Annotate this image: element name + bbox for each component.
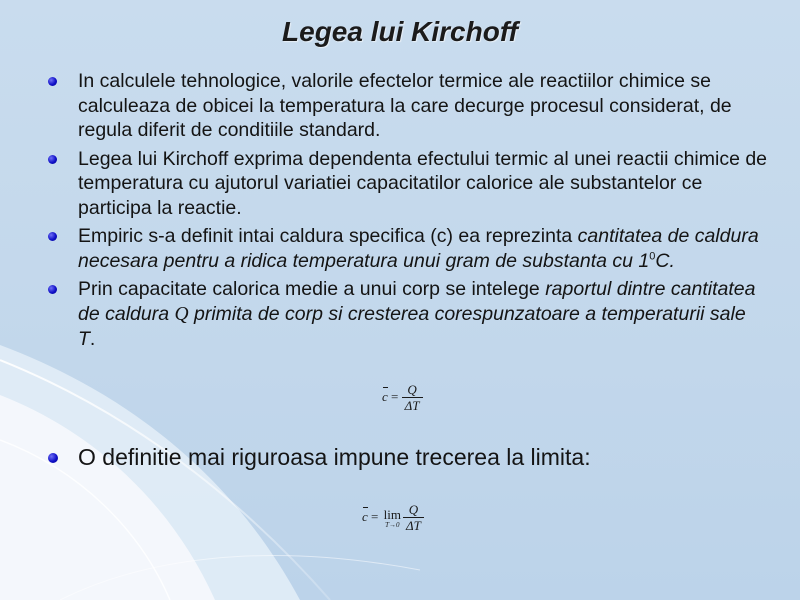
- bullet-icon: [48, 77, 57, 86]
- bullet-item: [48, 443, 768, 471]
- formula-lim-subscript: T→0: [385, 520, 400, 529]
- symbol-q: Q: [174, 303, 189, 325]
- bullet-list: [48, 69, 768, 352]
- formula-numerator: Q: [402, 383, 423, 398]
- slide-title: Legea lui Kirchoff: [282, 16, 518, 47]
- formula-numerator: Q: [403, 503, 424, 518]
- formula-limit-heat-capacity: [362, 503, 424, 533]
- bullet-item: [48, 69, 768, 143]
- formula-lhs: c: [362, 508, 368, 524]
- bullet-icon: [48, 453, 58, 463]
- bullet-text-italic: cantitatea de caldura necesara pentru a ridica temperatura unui gram de substanta cu 1: [78, 225, 759, 272]
- formula-fraction: [402, 383, 423, 413]
- formula-fraction: [403, 503, 424, 533]
- bullet-icon: [48, 155, 57, 164]
- bullet-text: In calculele tehnologice, valorile efectelor termice ale reactiilor chimice se calculeaza de obicei la temperatura la care decurge procesul considerat, de regula diferit de conditiile standard.: [78, 70, 732, 141]
- bullet-icon: [48, 232, 57, 241]
- bullet-item: [48, 277, 768, 352]
- formula-lim-word: lim: [383, 506, 401, 522]
- bullet-list-2: [48, 443, 768, 475]
- bullet-item: [48, 147, 768, 221]
- bullet-item: [48, 224, 768, 273]
- formula-equals: =: [367, 508, 382, 524]
- bullet-text-italic: C.: [655, 249, 675, 272]
- bullet-text-end: .: [89, 328, 96, 350]
- formula-lhs: c: [382, 388, 388, 404]
- formula-denominator: ΔT: [404, 398, 420, 413]
- bullet-text: O definitie mai riguroasa impune trecerea la limita:: [78, 444, 591, 470]
- bullet-icon: [48, 285, 57, 294]
- formula-mean-heat-capacity: [382, 383, 423, 413]
- bullet-text: Prin capacitate calorica medie a unui corp se intelege: [78, 278, 546, 300]
- superscript: 0: [649, 250, 656, 262]
- symbol-t: T: [78, 328, 90, 350]
- formula-limit: [384, 508, 401, 529]
- bullet-text: Legea lui Kirchoff exprima dependenta efectului termic al unei reactii chimice de temperatura cu ajutorul variatiei capacitatilor calorice ale substantelor ce participa la reactie.: [78, 147, 768, 219]
- bullet-text-italic: primita de corp si cresterea corespunzatoare a temperaturii sale: [188, 302, 746, 325]
- bullet-text: Empiric s-a definit intai caldura specifica (c) ea reprezinta: [78, 225, 578, 247]
- bullet-text-italic: raportul dintre cantitatea de caldura: [78, 278, 756, 325]
- formula-equals: =: [387, 388, 402, 404]
- formula-denominator: ΔT: [405, 518, 421, 533]
